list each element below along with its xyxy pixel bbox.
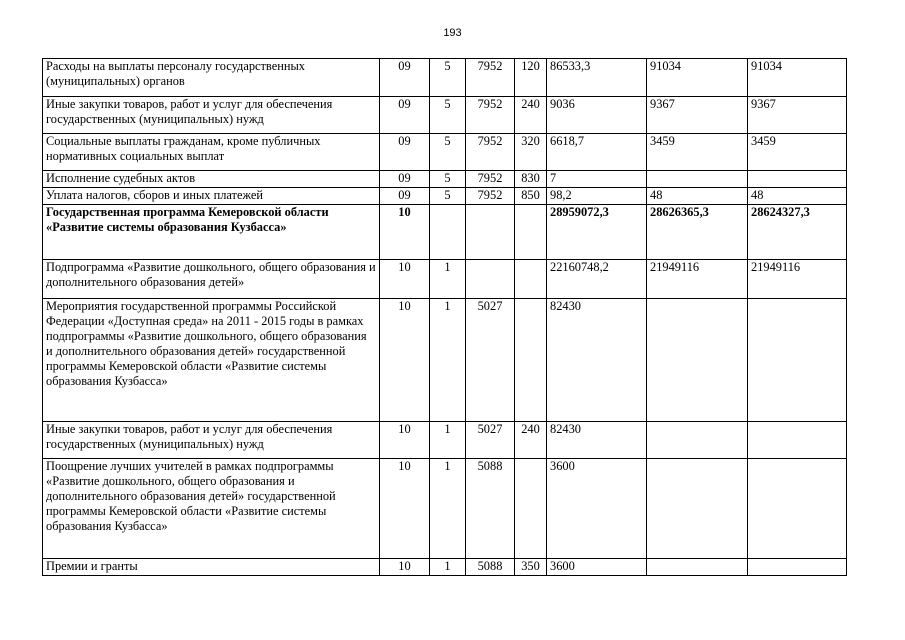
row-section: 10 [380, 299, 430, 422]
row-expense-type: 850 [515, 188, 547, 205]
row-section: 09 [380, 97, 430, 134]
row-target-article: 5027 [466, 422, 515, 459]
row-amount-year-2: 9367 [647, 97, 748, 134]
row-expense-type: 350 [515, 559, 547, 576]
table-row [43, 559, 847, 576]
row-section: 09 [380, 59, 430, 97]
row-amount-year-2: 91034 [647, 59, 748, 97]
row-amount-year-1: 86533,3 [547, 59, 647, 97]
row-amount-year-1: 22160748,2 [547, 260, 647, 299]
row-amount-year-1: 6618,7 [547, 134, 647, 171]
row-target-article [466, 260, 515, 299]
row-amount-year-2 [647, 459, 748, 559]
row-expense-type: 320 [515, 134, 547, 171]
row-amount-year-1: 3600 [547, 559, 647, 576]
row-amount-year-3 [748, 559, 847, 576]
row-name: Расходы на выплаты персоналу государственных (муниципальных) органов [43, 59, 380, 97]
row-amount-year-1: 82430 [547, 422, 647, 459]
row-expense-type: 240 [515, 97, 547, 134]
row-target-article: 7952 [466, 188, 515, 205]
row-expense-type [515, 205, 547, 260]
row-subsection: 1 [430, 299, 466, 422]
page-number: 193 [443, 27, 462, 39]
row-target-article: 7952 [466, 171, 515, 188]
row-subsection: 1 [430, 559, 466, 576]
row-section: 10 [380, 205, 430, 260]
row-target-article: 7952 [466, 134, 515, 171]
row-subsection: 5 [430, 97, 466, 134]
row-amount-year-1: 98,2 [547, 188, 647, 205]
row-expense-type [515, 260, 547, 299]
row-amount-year-3: 48 [748, 188, 847, 205]
row-amount-year-2 [647, 559, 748, 576]
row-amount-year-2: 21949116 [647, 260, 748, 299]
row-name: Уплата налогов, сборов и иных платежей [43, 188, 380, 205]
row-target-article: 7952 [466, 97, 515, 134]
row-amount-year-3: 21949116 [748, 260, 847, 299]
row-name: Подпрограмма «Развитие дошкольного, общего образования и дополнительного образования детей» [43, 260, 380, 299]
table-row [43, 422, 847, 459]
row-section: 09 [380, 171, 430, 188]
budget-table [42, 58, 847, 576]
row-amount-year-1: 7 [547, 171, 647, 188]
row-amount-year-3: 3459 [748, 134, 847, 171]
table-row [43, 171, 847, 188]
row-amount-year-1: 9036 [547, 97, 647, 134]
row-subsection: 1 [430, 260, 466, 299]
row-amount-year-3: 28624327,3 [748, 205, 847, 260]
row-amount-year-3 [748, 171, 847, 188]
row-name: Исполнение судебных актов [43, 171, 380, 188]
row-section: 10 [380, 422, 430, 459]
table-row [43, 299, 847, 422]
row-name: Социальные выплаты гражданам, кроме публичных нормативных социальных выплат [43, 134, 380, 171]
row-name: Поощрение лучших учителей в рамках подпрограммы «Развитие дошкольного, общего образования и дополнительного образования детей» государственной программы Кемеровской области «Развитие системы образования Кузбасса» [43, 459, 380, 559]
row-section: 09 [380, 188, 430, 205]
row-amount-year-2: 3459 [647, 134, 748, 171]
row-amount-year-3 [748, 422, 847, 459]
row-name: Премии и гранты [43, 559, 380, 576]
row-expense-type: 830 [515, 171, 547, 188]
row-amount-year-2 [647, 171, 748, 188]
row-subsection: 5 [430, 59, 466, 97]
row-target-article: 5027 [466, 299, 515, 422]
row-amount-year-2: 48 [647, 188, 748, 205]
row-section: 10 [380, 559, 430, 576]
row-amount-year-2: 28626365,3 [647, 205, 748, 260]
row-amount-year-1: 3600 [547, 459, 647, 559]
table-row [43, 188, 847, 205]
row-amount-year-3 [748, 299, 847, 422]
row-amount-year-3: 9367 [748, 97, 847, 134]
row-amount-year-1: 82430 [547, 299, 647, 422]
table-row [43, 59, 847, 97]
row-amount-year-1: 28959072,3 [547, 205, 647, 260]
row-name: Иные закупки товаров, работ и услуг для обеспечения государственных (муниципальных) нужд [43, 422, 380, 459]
row-expense-type [515, 459, 547, 559]
row-subsection: 5 [430, 188, 466, 205]
row-amount-year-2 [647, 299, 748, 422]
table-row [43, 97, 847, 134]
row-section: 09 [380, 134, 430, 171]
row-target-article: 5088 [466, 559, 515, 576]
row-name: Иные закупки товаров, работ и услуг для обеспечения государственных (муниципальных) нужд [43, 97, 380, 134]
row-name: Государственная программа Кемеровской области «Развитие системы образования Кузбасса» [43, 205, 380, 260]
row-expense-type [515, 299, 547, 422]
row-section: 10 [380, 260, 430, 299]
table-row [43, 205, 847, 260]
row-subsection: 5 [430, 171, 466, 188]
row-subsection: 5 [430, 134, 466, 171]
row-subsection [430, 205, 466, 260]
row-amount-year-3 [748, 459, 847, 559]
row-amount-year-3: 91034 [748, 59, 847, 97]
row-target-article: 7952 [466, 59, 515, 97]
row-amount-year-2 [647, 422, 748, 459]
row-subsection: 1 [430, 422, 466, 459]
row-subsection: 1 [430, 459, 466, 559]
table-row [43, 134, 847, 171]
row-target-article: 5088 [466, 459, 515, 559]
row-target-article [466, 205, 515, 260]
row-expense-type: 120 [515, 59, 547, 97]
row-section: 10 [380, 459, 430, 559]
row-name: Мероприятия государственной программы Российской Федерации «Доступная среда» на 2011 - 2015 годы в рамках подпрограммы «Развитие дошкольного, общего образования и дополнительного образования детей» государственной программы Кемеровской области «Развитие системы образования Кузбасса» [43, 299, 380, 422]
row-expense-type: 240 [515, 422, 547, 459]
table-row [43, 260, 847, 299]
table-row [43, 459, 847, 559]
